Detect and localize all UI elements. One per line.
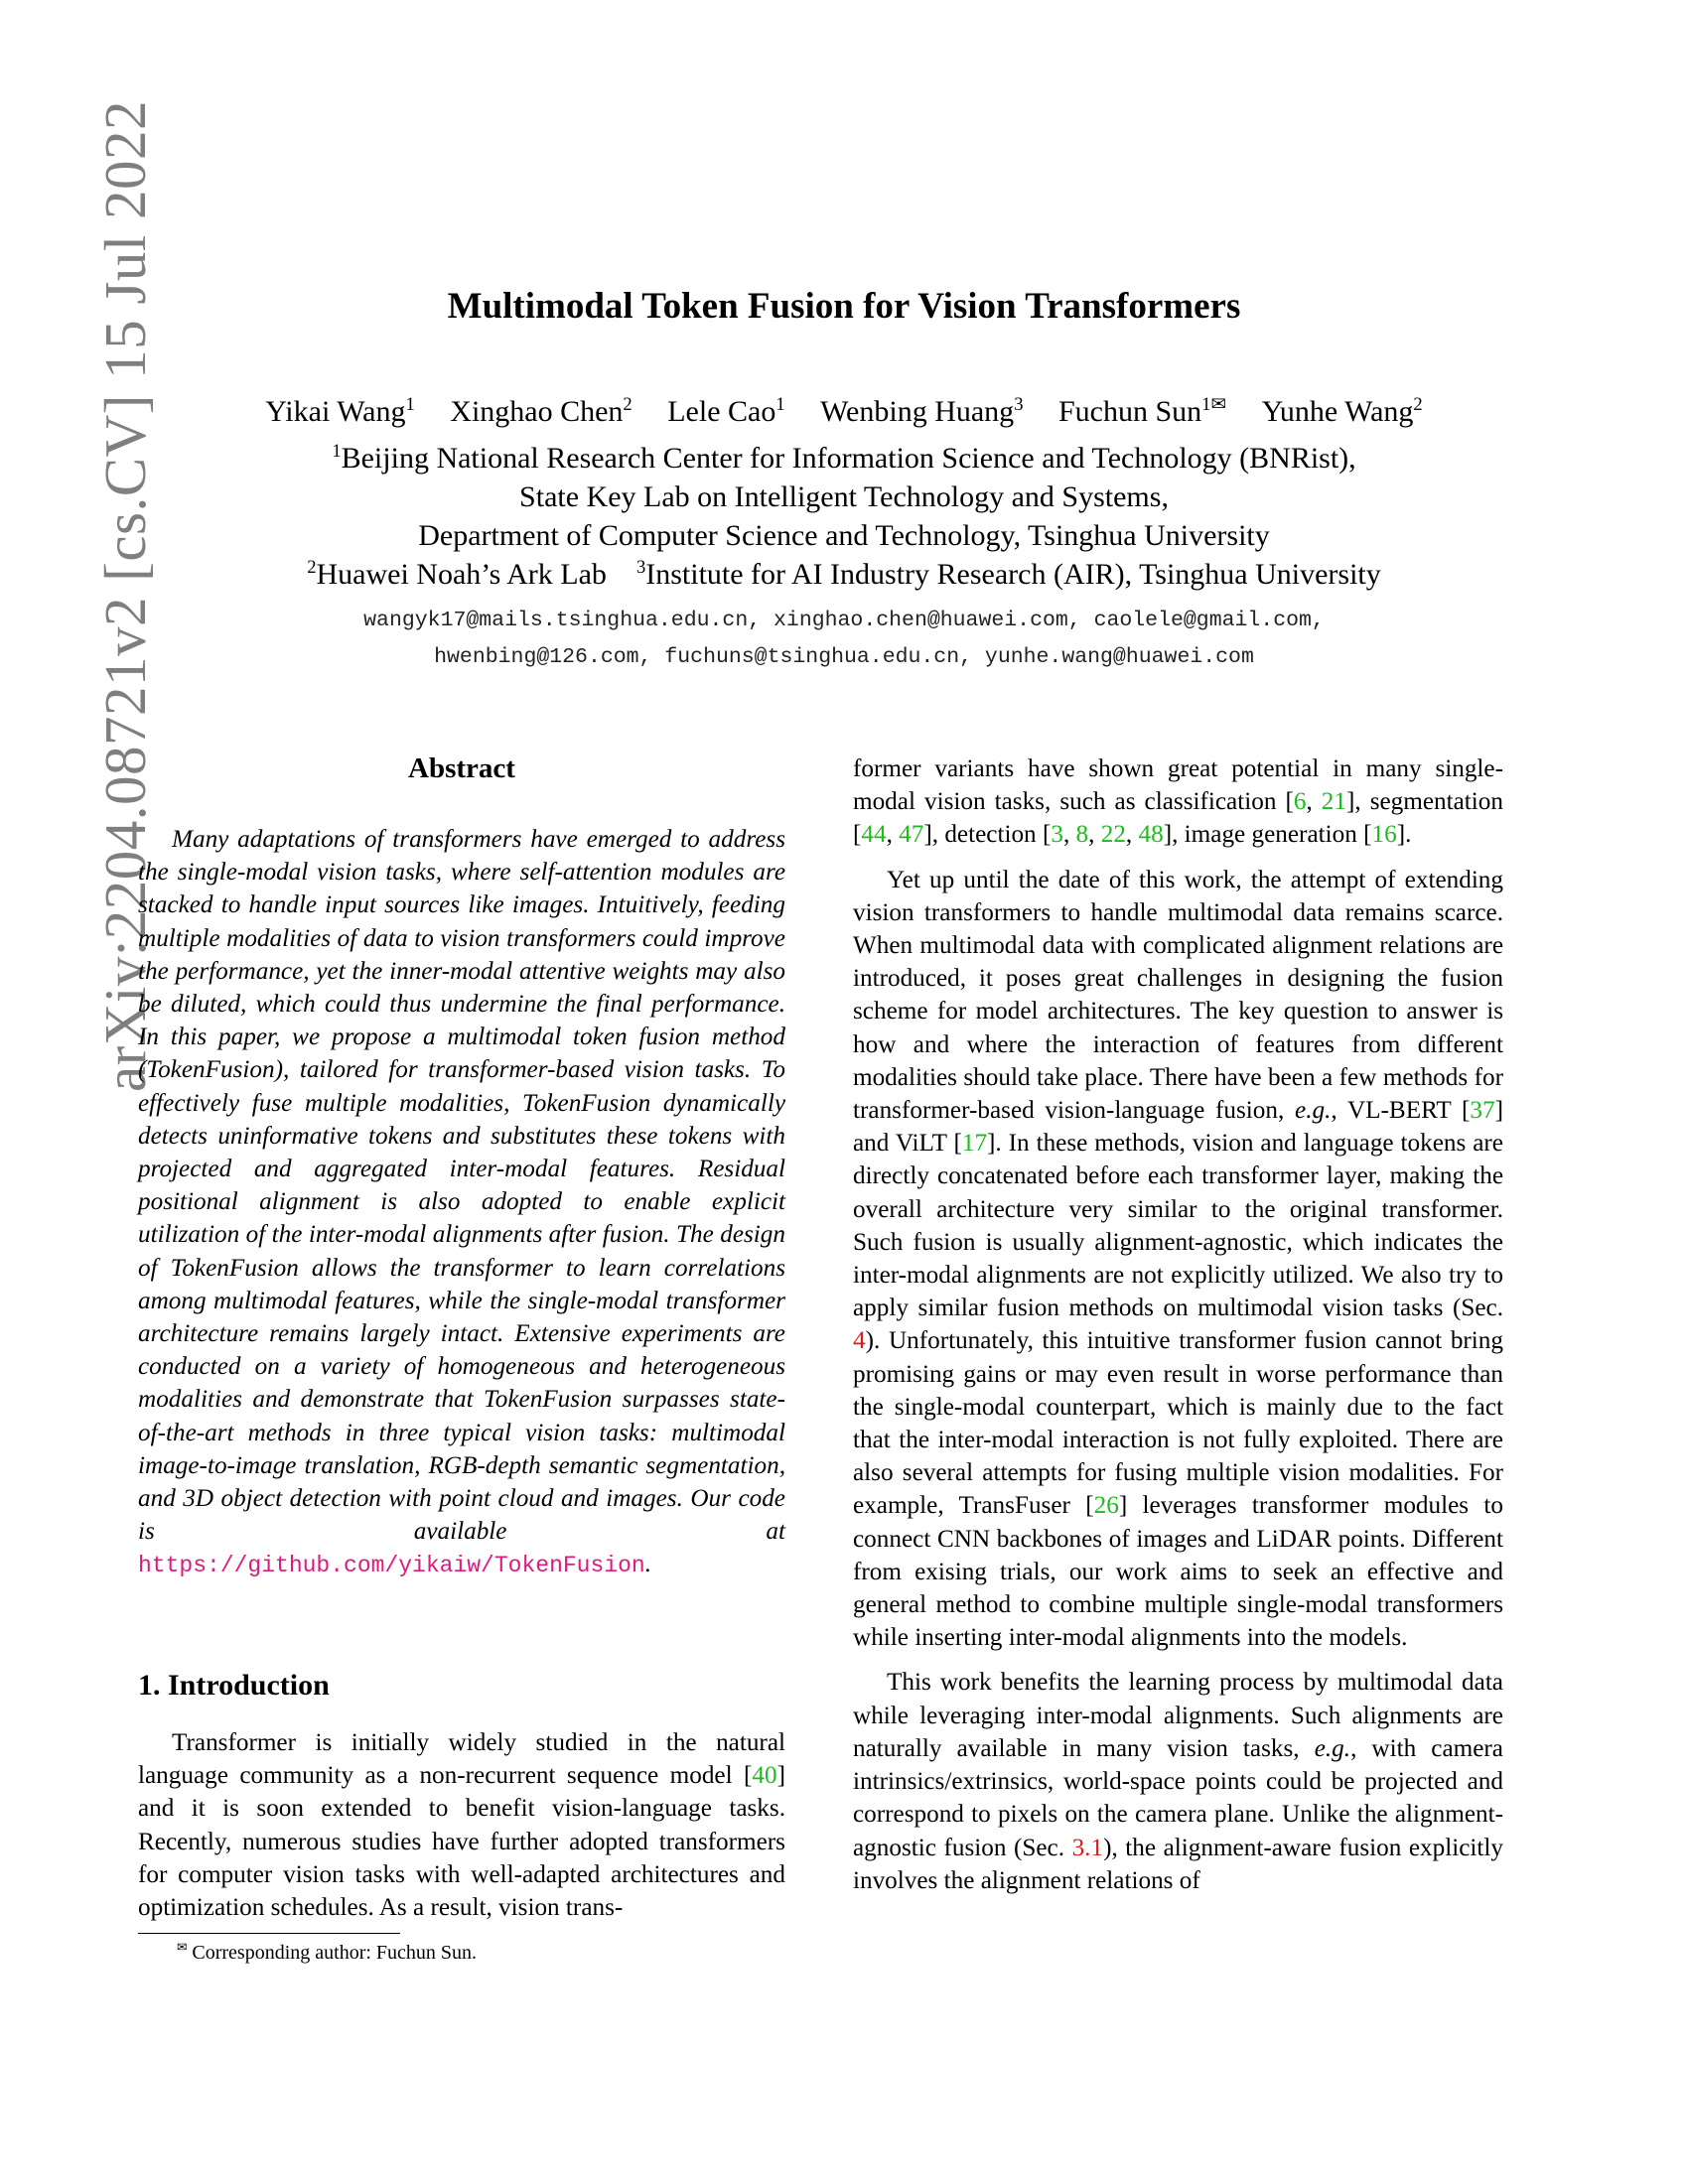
affiliation-line: $^1$Beijing National Research Center for Information Science and Technology (BNRist), xyxy=(332,441,1356,475)
intro-paragraph: This work benefits the learning process by multimodal data while leveraging inter-modal alignments. Such alignments are naturally available in many vision tasks, e.g., with camera intrinsics/extrinsics, world-space points could be projected and correspond to pixels on the camera plane. Unlike the alignment-agnostic fusion (Sec. 3.1), the alignment-aware fusion explicitly involves the alignment relations of xyxy=(853,1669,1503,1894)
citation-link[interactable]: 44 xyxy=(861,821,887,849)
section-reference[interactable]: 4 xyxy=(853,1327,866,1355)
emphasis: e.g. xyxy=(1295,1097,1332,1125)
citation-link[interactable]: 26 xyxy=(1093,1492,1119,1520)
author-emails: hwenbing@126.com, fuchuns@tsinghua.edu.cn, yunhe.wang@huawei.com xyxy=(434,645,1254,669)
affiliation-line: State Key Lab on Intelligent Technology and Systems, xyxy=(519,480,1169,513)
citation-link[interactable]: 47 xyxy=(899,821,924,849)
citation-link[interactable]: 40 xyxy=(752,1762,777,1790)
citation-link[interactable]: 21 xyxy=(1321,788,1346,816)
citation-link[interactable]: 17 xyxy=(961,1130,988,1158)
author-emails: wangyk17@mails.tsinghua.edu.cn, xinghao.chen@huawei.com, caolele@gmail.com, xyxy=(363,609,1325,632)
section-reference[interactable]: 3.1 xyxy=(1071,1834,1104,1861)
paragraph-gap xyxy=(853,852,1503,864)
right-column xyxy=(853,752,1503,1897)
abstract-heading: Abstract xyxy=(408,752,515,784)
emphasis: e.g. xyxy=(1314,1734,1351,1762)
citation-link[interactable]: 22 xyxy=(1100,821,1126,849)
intro-paragraph: Yet up until the date of this work, the attempt of extending vision transformers to handle multimodal data remains scarce. When multimodal data with complicated alignment relations are introduced, it poses great challenges in designing the fusion scheme for model architectures. The key question to answer is how and where the interaction of features from different modalities should take place. There have been a few methods for transformer-based vision-language fusion, e.g., VL-BERT [37] and ViLT [17]. In these methods, vision and language tokens are directly concatenated before each transformer layer, making the overall architecture very similar to the original transformer. Such fusion is usually alignment-agnostic, which indicates the inter-modal alignments are not explicitly utilized. We also try to apply similar fusion methods on multimodal vision tasks (Sec. 4). Unfortunately, this intuitive transformer fusion cannot bring promising gains or may even result in worse performance than the single-modal counterpart, which is mainly due to the fact that the inter-modal interaction is not fully exploited. There are also several attempts for fusing multiple vision modalities. For example, TransFuser [26] leverages transformer modules to connect CNN backbones of images and LiDAR points. Different from exising trials, our work aims to seek an effective and general method to combine multiple single-modal transformers while inserting inter-modal alignments into the models. xyxy=(853,866,1503,1652)
citation-link[interactable]: 37 xyxy=(1470,1097,1495,1125)
paragraph-gap xyxy=(853,1654,1503,1666)
citation-link[interactable]: 16 xyxy=(1371,821,1397,849)
section-heading: 1. Introduction xyxy=(138,1669,330,1702)
footnote-rule xyxy=(138,1933,400,1934)
paper-title: Multimodal Token Fusion for Vision Transformers xyxy=(447,286,1241,327)
citation-link[interactable]: 8 xyxy=(1075,821,1089,849)
affiliation-line: Department of Computer Science and Technology, Tsinghua University xyxy=(418,519,1270,552)
intro-paragraph: former variants have shown great potential in many single-modal vision tasks, such as classification [6, 21], segmentation [44, 47], detection [3, 8, 22, 48], image generation [16]. xyxy=(853,755,1503,849)
citation-link[interactable]: 48 xyxy=(1138,821,1164,849)
code-link[interactable]: https://github.com/yikaiw/TokenFusion xyxy=(138,1553,645,1579)
author: Xinghao Chen$^2$ xyxy=(450,394,633,428)
footnote: ✉ Corresponding author: Fuchun Sun. xyxy=(177,1940,478,1964)
citation-link[interactable]: 3 xyxy=(1051,821,1063,849)
citation-link[interactable]: 6 xyxy=(1293,788,1307,816)
author: Wenbing Huang$^3$ xyxy=(820,394,1024,428)
author: Fuchun Sun$^{1✉}$ xyxy=(1057,394,1227,428)
author: Lele Cao$^1$ xyxy=(667,394,785,428)
arxiv-identifier: arXiv:2204.08721v2 [cs.CV] 15 Jul 2022 xyxy=(92,100,158,1092)
author-list xyxy=(0,395,1688,429)
author: Yunhe Wang$^2$ xyxy=(1261,394,1423,428)
abstract-body: Many adaptations of transformers have emerged to address the single-modal vision tasks, where self-attention modules are stacked to handle input sources like images. Intuitively, feeding multiple modalities of data to vision transformers could improve the performance, yet the inner-modal attentive weights may also be diluted, which could thus undermine the final performance. In this paper, we propose a multimodal token fusion method (TokenFusion), tailored for transformer-based vision tasks. To effectively fuse multiple modalities, TokenFusion dynamically detects uninformative tokens and substitutes these tokens with projected and aggregated inter-modal features. Residual positional alignment is also adopted to enable explicit utilization of the inter-modal alignments after fusion. The design of TokenFusion allows the transformer to learn correlations among multimodal features, while the single-modal transformer architecture remains largely intact. Extensive experiments are conducted on a variety of homogeneous and heterogeneous modalities and demonstrate that TokenFusion surpasses state-of-the-art methods in three typical vision tasks: multimodal image-to-image translation, RGB-depth semantic segmentation, and 3D object detection with point cloud and images. Our code is available at https://github.com/yikaiw/TokenFusion. xyxy=(138,826,785,1579)
affiliation-line: $^2$Huawei Noah’s Ark Lab $^3$Institute for AI Industry Research (AIR), Tsinghua University xyxy=(307,557,1381,591)
author: Yikai Wang$^1$ xyxy=(265,394,415,428)
intro-paragraph: Transformer is initially widely studied in the natural language community as a non-recurrent sequence model [40] and it is soon extended to benefit vision-language tasks. Recently, numerous studies have further adopted transformers for computer vision tasks with well-adapted architectures and optimization schedules. As a result, vision trans- xyxy=(138,1729,785,1922)
